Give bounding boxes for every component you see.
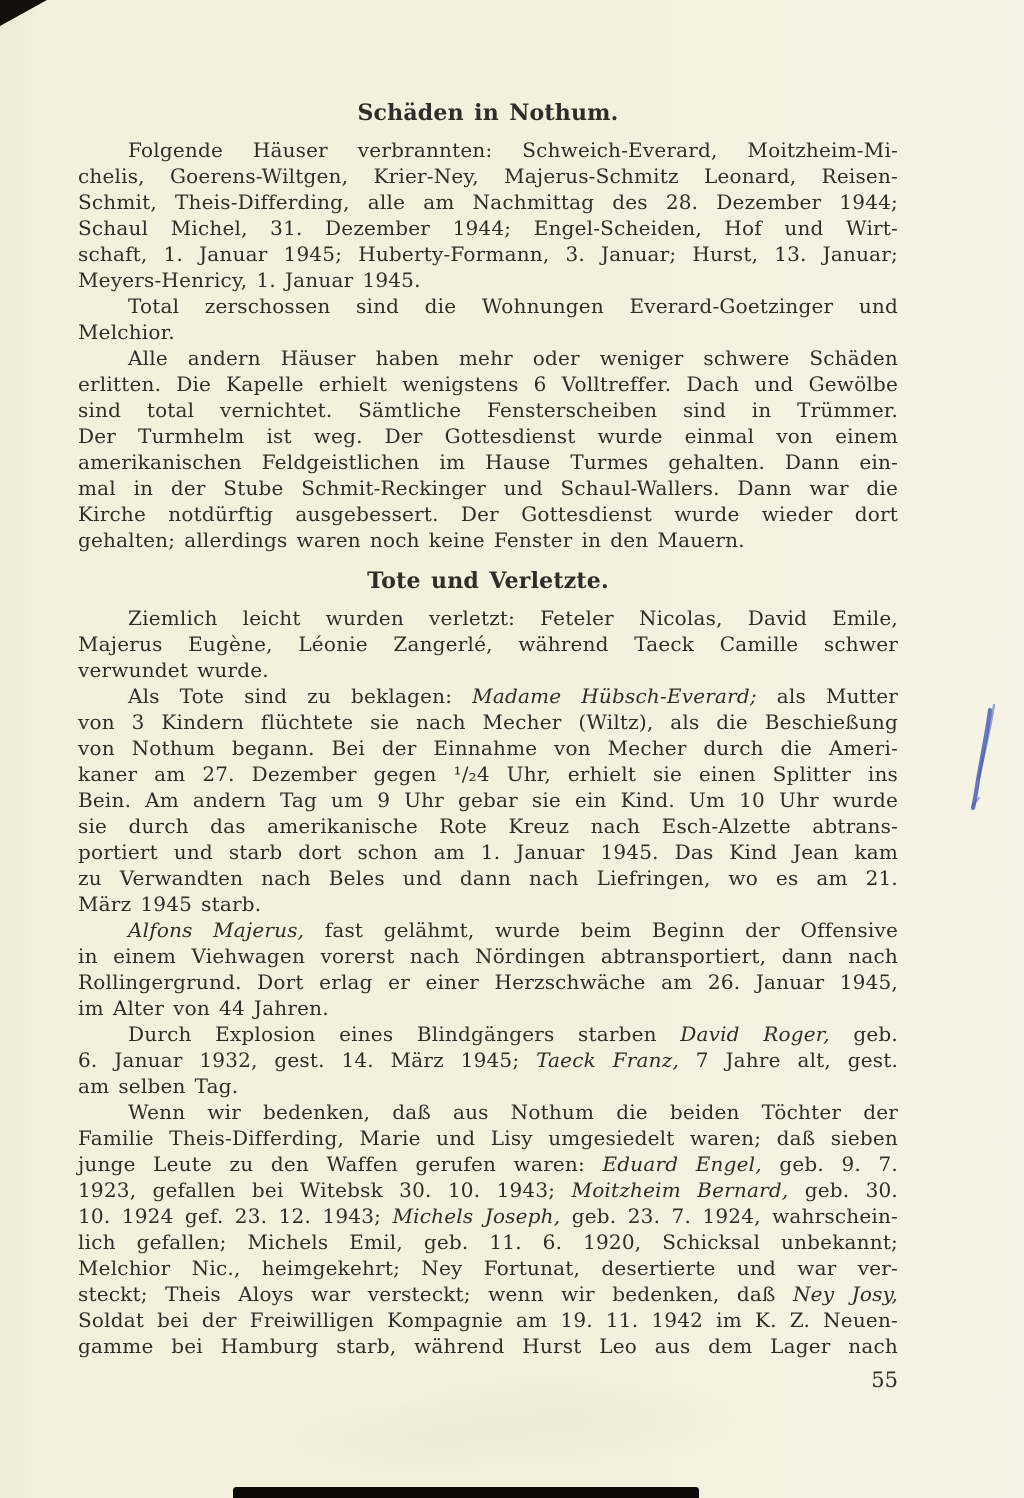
text-run: Melchior Nic., heimgekehrt; Ney Fortunat, desertierte und war ver- xyxy=(78,1256,898,1280)
text-run: Familie Theis-Differding, Marie und Lisy umgesiedelt waren; daß sieben xyxy=(78,1126,898,1150)
text-run: chelis, Goerens-Wiltgen, Krier-Ney, Majerus-Schmitz Leonard, Reisen- xyxy=(78,164,898,188)
text-line xyxy=(78,1073,898,1099)
text-run: 1923, gefallen bei Witebsk 30. 10. 1943; xyxy=(78,1178,572,1202)
text-run: geb. xyxy=(829,1022,898,1046)
text-line xyxy=(78,605,898,631)
text-run: Bein. Am andern Tag um 9 Uhr gebar sie ein Kind. Um 10 Uhr wurde xyxy=(78,788,898,812)
text-line xyxy=(78,657,898,683)
paragraph xyxy=(78,917,898,1021)
text-line xyxy=(78,865,898,891)
text-column xyxy=(78,0,898,1359)
text-line xyxy=(78,1177,898,1203)
text-line xyxy=(78,683,898,709)
scan-bottom-artifact xyxy=(233,1487,699,1498)
text-run: Als Tote sind zu beklagen: xyxy=(128,684,473,708)
paragraph xyxy=(78,1021,898,1099)
text-line xyxy=(78,1203,898,1229)
person-name-italic: Taeck Franz, xyxy=(536,1048,680,1072)
text-run: mal in der Stube Schmit-Reckinger und Schaul-Wallers. Dann war die xyxy=(78,476,898,500)
text-line xyxy=(78,1333,898,1359)
text-run: Ziemlich leicht wurden verletzt: Feteler Nicolas, David Emile, xyxy=(128,606,898,630)
text-run: Rollingergrund. Dort erlag er einer Herzschwäche am 26. Januar 1945, xyxy=(78,970,898,994)
text-run: schaft, 1. Januar 1945; Huberty-Formann, 3. Januar; Hurst, 13. Januar; xyxy=(78,242,898,266)
text-run: Wenn wir bedenken, daß aus Nothum die beiden Töchter der xyxy=(128,1100,898,1124)
text-run: Schaul Michel, 31. Dezember 1944; Engel-Scheiden, Hof und Wirt- xyxy=(78,216,898,240)
text-line xyxy=(78,787,898,813)
text-line xyxy=(78,241,898,267)
text-run: 6. Januar 1932, gest. 14. März 1945; xyxy=(78,1048,537,1072)
section-heading: Tote und Verletzte. xyxy=(367,568,609,594)
text-run: geb. 9. 7. xyxy=(761,1152,898,1176)
text-line xyxy=(78,709,898,735)
text-run: portiert und starb dort schon am 1. Januar 1945. Das Kind Jean kam xyxy=(78,840,898,864)
pen-stroke-fork xyxy=(979,705,994,778)
paragraph xyxy=(78,293,898,345)
text-line xyxy=(78,527,898,553)
text-run: amerikanischen Feldgeistlichen im Hause Turmes gehalten. Dann ein- xyxy=(78,450,898,474)
text-line xyxy=(78,1151,898,1177)
person-name-italic: Eduard Engel, xyxy=(602,1152,762,1176)
text-run: Folgende Häuser verbrannten: Schweich-Everard, Moitzheim-Mi- xyxy=(128,138,898,162)
paragraph xyxy=(78,605,898,683)
person-name-italic: Michels Joseph, xyxy=(392,1204,561,1228)
pen-stroke xyxy=(973,710,990,808)
text-line xyxy=(78,137,898,163)
section-heading: Schäden in Nothum. xyxy=(357,100,619,126)
text-line xyxy=(78,267,898,293)
text-run: Melchior. xyxy=(78,320,175,344)
text-line xyxy=(78,189,898,215)
text-line xyxy=(78,1099,898,1125)
text-run: von 3 Kindern flüchtete sie nach Mecher (Wiltz), als die Beschießung xyxy=(78,710,898,734)
text-line xyxy=(78,1229,898,1255)
text-run: als Mutter xyxy=(756,684,898,708)
person-name-italic: Alfons Majerus, xyxy=(128,918,305,942)
text-line xyxy=(78,1307,898,1333)
paragraph xyxy=(78,1099,898,1359)
person-name-italic: David Roger, xyxy=(680,1022,830,1046)
text-run: sie durch das amerikanische Rote Kreuz nach Esch-Alzette abtrans- xyxy=(78,814,898,838)
text-run: gamme bei Hamburg starb, während Hurst Leo aus dem Lager nach xyxy=(78,1334,898,1358)
text-line xyxy=(78,345,898,371)
text-line xyxy=(78,891,898,917)
page-number: 55 xyxy=(871,1368,898,1392)
paragraph xyxy=(78,345,898,553)
text-line xyxy=(78,163,898,189)
text-run: gehalten; allerdings waren noch keine Fenster in den Mauern. xyxy=(78,528,745,552)
text-run: 7 Jahre alt, gest. xyxy=(679,1048,899,1072)
text-line xyxy=(78,1255,898,1281)
text-line xyxy=(78,813,898,839)
text-run: März 1945 starb. xyxy=(78,892,262,916)
text-line xyxy=(78,839,898,865)
text-line xyxy=(78,449,898,475)
text-run: zu Verwandten nach Beles und dann nach Liefringen, wo es am 21. xyxy=(78,866,898,890)
text-run: erlitten. Die Kapelle erhielt wenigstens 6 Volltreffer. Dach und Gewölbe xyxy=(78,372,898,396)
person-name-italic: Ney Josy, xyxy=(792,1282,898,1306)
text-run: geb. 30. xyxy=(788,1178,898,1202)
text-run: Der Turmhelm ist weg. Der Gottesdienst wurde einmal von einem xyxy=(78,424,898,448)
text-run: steckt; Theis Aloys war versteckt; wenn wir bedenken, daß xyxy=(78,1282,793,1306)
text-run: Alle andern Häuser haben mehr oder weniger schwere Schäden xyxy=(128,346,898,370)
text-line xyxy=(78,1281,898,1307)
scan-corner-artifact xyxy=(0,0,47,26)
text-run: fast gelähmt, wurde beim Beginn der Offensive xyxy=(304,918,898,942)
text-line xyxy=(78,371,898,397)
text-line xyxy=(78,1021,898,1047)
text-line xyxy=(78,1047,898,1073)
text-line xyxy=(78,293,898,319)
text-run: 10. 1924 gef. 23. 12. 1943; xyxy=(78,1204,393,1228)
pen-mark xyxy=(952,694,1008,820)
text-run: lich gefallen; Michels Emil, geb. 11. 6. 1920, Schicksal unbekannt; xyxy=(78,1230,898,1254)
text-run: am selben Tag. xyxy=(78,1074,239,1098)
text-run: sind total vernichtet. Sämtliche Fensterscheiben sind in Trümmer. xyxy=(78,398,898,422)
text-run: im Alter von 44 Jahren. xyxy=(78,996,329,1020)
text-run: von Nothum begann. Bei der Einnahme von Mecher durch die Ameri- xyxy=(78,736,898,760)
text-line xyxy=(78,1125,898,1151)
text-line xyxy=(78,319,898,345)
text-line xyxy=(78,397,898,423)
person-name-italic: Madame Hübsch-Everard; xyxy=(472,684,757,708)
text-run: in einem Viehwagen vorerst nach Nördingen abtransportiert, dann nach xyxy=(78,944,898,968)
text-run: Meyers-Henricy, 1. Januar 1945. xyxy=(78,268,421,292)
text-run: Majerus Eugène, Léonie Zangerlé, während Taeck Camille schwer xyxy=(78,632,898,656)
text-line xyxy=(78,631,898,657)
text-line xyxy=(78,475,898,501)
text-line xyxy=(78,943,898,969)
text-run: Total zerschossen sind die Wohnungen Everard-Goetzinger und xyxy=(128,294,898,318)
text-line xyxy=(78,501,898,527)
paragraph xyxy=(78,683,898,917)
text-run: Soldat bei der Freiwilligen Kompagnie am 19. 11. 1942 im K. Z. Neuen- xyxy=(78,1308,898,1332)
text-run: verwundet wurde. xyxy=(78,658,269,682)
text-run: Kirche notdürftig ausgebessert. Der Gottesdienst wurde wieder dort xyxy=(78,502,898,526)
text-line xyxy=(78,969,898,995)
text-line xyxy=(78,215,898,241)
text-run: kaner am 27. Dezember gegen ¹/₂4 Uhr, erhielt sie einen Splitter ins xyxy=(78,762,898,786)
person-name-italic: Moitzheim Bernard, xyxy=(571,1178,789,1202)
text-line xyxy=(78,423,898,449)
text-run: junge Leute zu den Waffen gerufen waren: xyxy=(78,1152,603,1176)
text-line xyxy=(78,995,898,1021)
text-run: geb. 23. 7. 1924, wahrschein- xyxy=(560,1204,898,1228)
paragraph xyxy=(78,137,898,293)
text-run: Schmit, Theis-Differding, alle am Nachmittag des 28. Dezember 1944; xyxy=(78,190,898,214)
text-run: Durch Explosion eines Blindgängers starben xyxy=(128,1022,681,1046)
text-line xyxy=(78,735,898,761)
text-line xyxy=(78,917,898,943)
text-line xyxy=(78,761,898,787)
